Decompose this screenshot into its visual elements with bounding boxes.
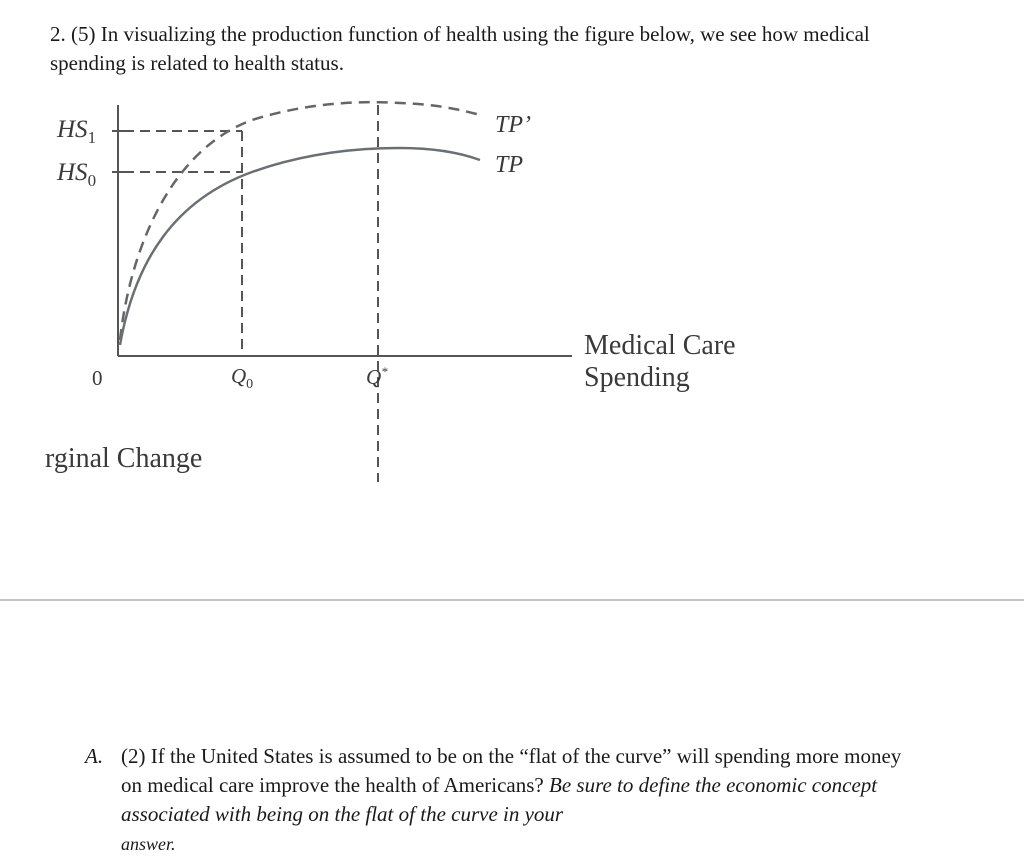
qstar-tick-label: Q* — [366, 364, 388, 389]
marginal-change-caption: rginal Change — [45, 443, 203, 474]
part-a-body — [121, 742, 921, 859]
section-divider — [0, 599, 1024, 601]
part-a-letter: A. — [85, 744, 104, 768]
tp-curve — [120, 148, 480, 345]
part-a-plain-text: (2) If the United States is assumed to be on the “flat of the curve” will spending more money on medical care improve the health of Americans? — [121, 744, 902, 797]
tp-prime-curve — [120, 102, 480, 340]
q0-tick-label: $Q_0$ — [231, 364, 254, 393]
part-a-tail-text: answer. — [121, 834, 176, 854]
question-text: 2. (5) In visualizing the production function of health using the figure below, we see how medical spending is related to health status. — [50, 22, 870, 75]
part-a-italic-text: Be sure to define the economic concept associated with being on the flat of the curve in your — [121, 773, 878, 826]
hs0-label: $HS_0$ — [57, 159, 97, 190]
hs1-label: $HS_1$ — [57, 116, 97, 147]
origin-tick-label: 0 — [92, 366, 103, 390]
tp-prime-label: TP’ — [495, 112, 531, 138]
x-axis-title: Medical Care Spending — [584, 330, 736, 393]
tp-label: TP — [495, 152, 524, 178]
